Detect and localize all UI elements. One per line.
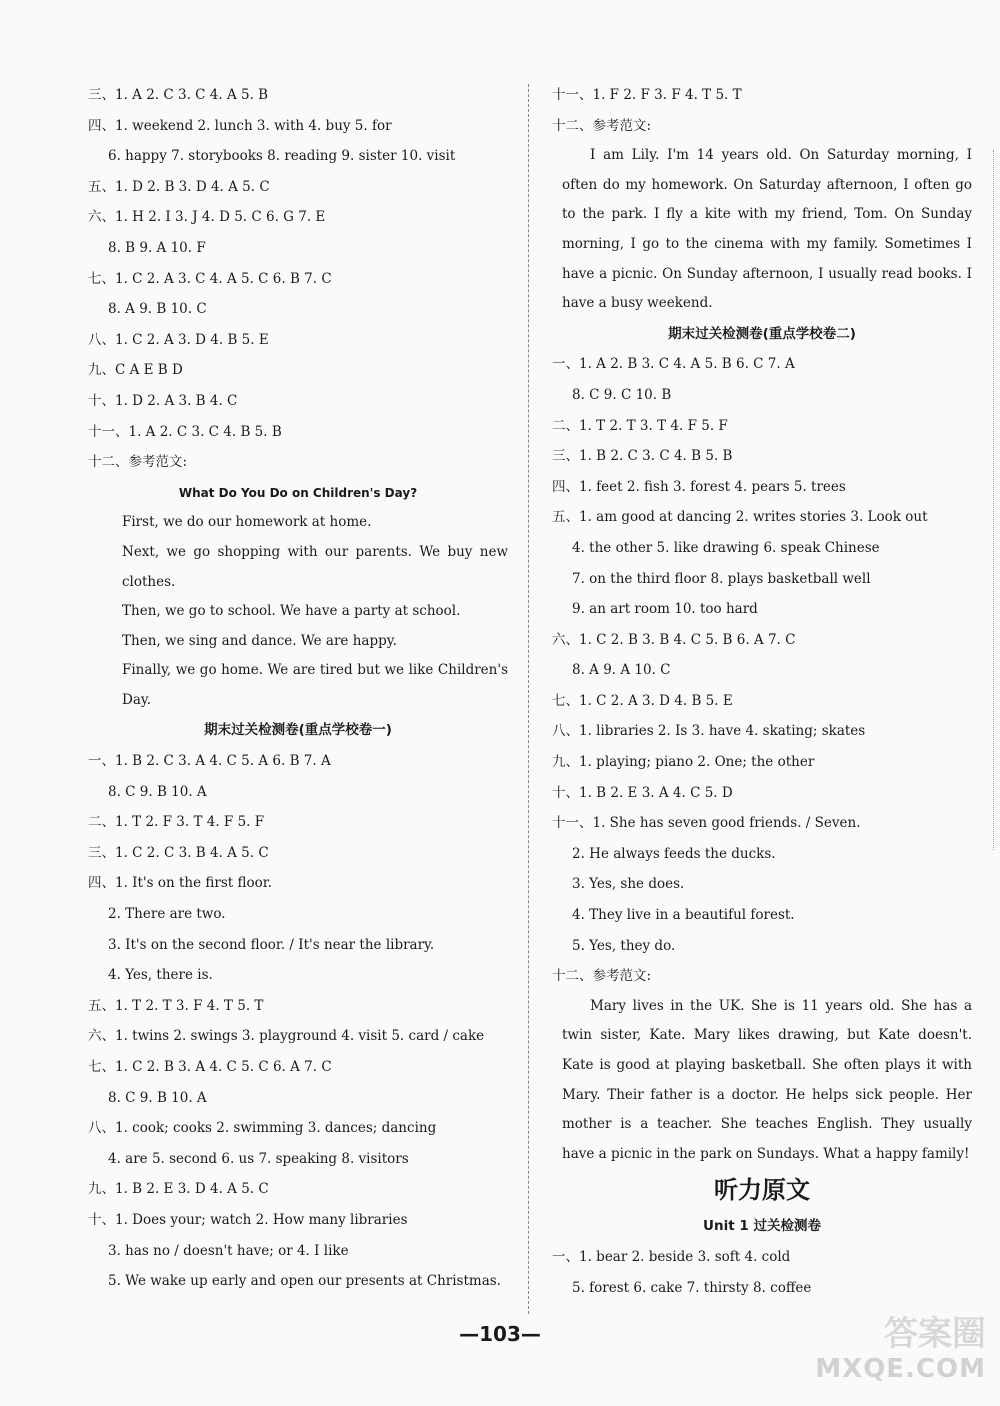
answer-line: 十一、1. She has seven good friends. / Seven. bbox=[552, 815, 861, 832]
answer-line: 5. We wake up early and open our presents at Christmas. bbox=[108, 1273, 501, 1290]
answer-line: 七、1. C 2. B 3. A 4. C 5. C 6. A 7. C bbox=[88, 1059, 332, 1075]
answer-line: 5. forest 6. cake 7. thirsty 8. coffee bbox=[572, 1279, 812, 1296]
answer-line: 十、1. B 2. E 3. A 4. C 5. D bbox=[552, 784, 733, 801]
answer-line: 九、1. B 2. E 3. D 4. A 5. C bbox=[88, 1181, 269, 1198]
essay-paragraph: I am Lily. I'm 14 years old. On Saturday morning, I often do my homework. On Saturday afternoon, I often go to the park. I fly a kite with my friend, Tom. On Sunday morning, I go to the cinema with my family. Sometimes I have a picnic. On Sunday afternoon, I usually read books. I have a busy weekend. bbox=[562, 147, 972, 312]
answer-line: 3. It's on the second floor. / It's near the library. bbox=[108, 936, 435, 953]
answer-line: 十一、1. A 2. C 3. C 4. B 5. B bbox=[88, 423, 282, 440]
answer-line: 四、1. It's on the first floor. bbox=[88, 875, 272, 892]
answer-line: 2. He always feeds the ducks. bbox=[572, 845, 776, 862]
answer-line: 六、1. H 2. I 3. J 4. D 5. C 6. G 7. E bbox=[88, 209, 326, 226]
watermark bbox=[815, 1306, 986, 1384]
answer-line: 五、1. D 2. B 3. D 4. A 5. C bbox=[88, 178, 270, 195]
left-column bbox=[88, 80, 508, 1297]
answer-line: 十二、参考范文: bbox=[88, 454, 188, 471]
answer-line: 三、1. C 2. C 3. B 4. A 5. C bbox=[88, 844, 269, 861]
page-number: —103— bbox=[459, 1322, 541, 1346]
answer-line: 十二、参考范文: bbox=[552, 117, 652, 134]
answer-line: 十二、参考范文: bbox=[552, 968, 652, 985]
answer-line: 六、1. twins 2. swings 3. playground 4. visit 5. card / cake bbox=[88, 1028, 485, 1045]
essay-paragraph: Next, we go shopping with our parents. We buy new clothes. bbox=[122, 543, 508, 590]
essay-body bbox=[552, 992, 972, 1170]
answer-line: 8. C 9. C 10. B bbox=[572, 386, 672, 403]
unit-title: Unit 1 过关检测卷 bbox=[703, 1218, 821, 1235]
right-column bbox=[552, 80, 972, 1303]
page-edge-dots bbox=[993, 150, 1000, 850]
essay-body bbox=[88, 508, 508, 715]
essay-paragraph: Then, we go to school. We have a party at school. bbox=[122, 603, 461, 620]
answer-line: 3. Yes, she does. bbox=[572, 876, 685, 893]
answer-line: 三、1. B 2. C 3. C 4. B 5. B bbox=[552, 448, 733, 465]
answer-line: 二、1. T 2. F 3. T 4. F 5. F bbox=[88, 814, 265, 831]
answer-line: 八、1. C 2. A 3. D 4. B 5. E bbox=[88, 331, 269, 348]
answer-line: 十一、1. F 2. F 3. F 4. T 5. T bbox=[552, 87, 742, 103]
essay-paragraph: First, we do our homework at home. bbox=[122, 514, 372, 531]
answer-line: 4. They live in a beautiful forest. bbox=[572, 907, 795, 924]
section-title: 期末过关检测卷(重点学校卷一) bbox=[204, 722, 392, 739]
answer-line: 5. Yes, they do. bbox=[572, 937, 676, 954]
answer-line: 4. the other 5. like drawing 6. speak Chinese bbox=[572, 539, 880, 556]
answer-line: 2. There are two. bbox=[108, 906, 226, 923]
answer-line: 一、1. bear 2. beside 3. soft 4. cold bbox=[552, 1248, 791, 1265]
answer-line: 8. B 9. A 10. F bbox=[108, 239, 206, 256]
answer-line: 七、1. C 2. A 3. D 4. B 5. E bbox=[552, 692, 733, 709]
answer-line: 7. on the third floor 8. plays basketball well bbox=[572, 570, 871, 587]
answer-line: 十、1. Does your; watch 2. How many libraries bbox=[88, 1211, 408, 1228]
answer-line: 9. an art room 10. too hard bbox=[572, 601, 758, 618]
answer-line: 八、1. cook; cooks 2. swimming 3. dances; dancing bbox=[88, 1120, 437, 1137]
answer-line: 三、1. A 2. C 3. C 4. A 5. B bbox=[88, 87, 269, 103]
essay-paragraph: Mary lives in the UK. She is 11 years old. She has a twin sister, Kate. Mary likes drawing, but Kate doesn't. Kate is good at playing basketball. She often plays it with Mary. Their father is a doctor. He helps sick people. Her mother is a teacher. She teaches English. They usually have a picnic in the park on Sundays. What a happy family! bbox=[562, 997, 972, 1162]
answer-line: 6. happy 7. storybooks 8. reading 9. sister 10. visit bbox=[108, 148, 456, 165]
answer-line: 七、1. C 2. A 3. C 4. A 5. C 6. B 7. C bbox=[88, 270, 332, 287]
watermark-url: MXQE.COM bbox=[815, 1354, 986, 1384]
essay-title: What Do You Do on Children's Day? bbox=[178, 485, 418, 500]
answer-line: 九、C A E B D bbox=[88, 362, 183, 379]
answer-line: 一、1. A 2. B 3. C 4. A 5. B 6. C 7. A bbox=[552, 356, 795, 373]
answer-line: 二、1. T 2. T 3. T 4. F 5. F bbox=[552, 417, 728, 434]
essay-paragraph: Then, we sing and dance. We are happy. bbox=[122, 632, 397, 649]
answer-line: 4. Yes, there is. bbox=[108, 967, 213, 984]
section-title: 期末过关检测卷(重点学校卷二) bbox=[668, 325, 856, 342]
answer-line: 六、1. C 2. B 3. B 4. C 5. B 6. A 7. C bbox=[552, 631, 796, 648]
answer-line: 3. has no / doesn't have; or 4. I like bbox=[108, 1242, 349, 1259]
answer-line: 8. C 9. B 10. A bbox=[108, 783, 207, 800]
answer-line: 十、1. D 2. A 3. B 4. C bbox=[88, 392, 238, 409]
answer-line: 八、1. libraries 2. Is 3. have 4. skating; skates bbox=[552, 723, 866, 740]
listening-title: 听力原文 bbox=[714, 1176, 810, 1205]
answer-line: 四、1. weekend 2. lunch 3. with 4. buy 5. for bbox=[88, 117, 392, 134]
answer-line: 五、1. T 2. T 3. F 4. T 5. T bbox=[88, 997, 264, 1014]
column-divider bbox=[528, 84, 529, 1314]
answer-line: 8. A 9. B 10. C bbox=[108, 301, 207, 318]
answer-line: 五、1. am good at dancing 2. writes stories 3. Look out bbox=[552, 509, 928, 526]
answer-line: 8. A 9. A 10. C bbox=[572, 662, 671, 679]
answer-line: 九、1. playing; piano 2. One; the other bbox=[552, 754, 815, 771]
watermark-logo: 答案圈 bbox=[884, 1314, 986, 1354]
essay-paragraph: Finally, we go home. We are tired but we like Children's Day. bbox=[122, 662, 508, 708]
answer-line: 4. are 5. second 6. us 7. speaking 8. visitors bbox=[108, 1150, 409, 1167]
essay-body bbox=[552, 141, 972, 319]
answer-line: 一、1. B 2. C 3. A 4. C 5. A 6. B 7. A bbox=[88, 753, 331, 770]
answer-line: 四、1. feet 2. fish 3. forest 4. pears 5. trees bbox=[552, 478, 846, 495]
answer-line: 8. C 9. B 10. A bbox=[108, 1089, 207, 1106]
